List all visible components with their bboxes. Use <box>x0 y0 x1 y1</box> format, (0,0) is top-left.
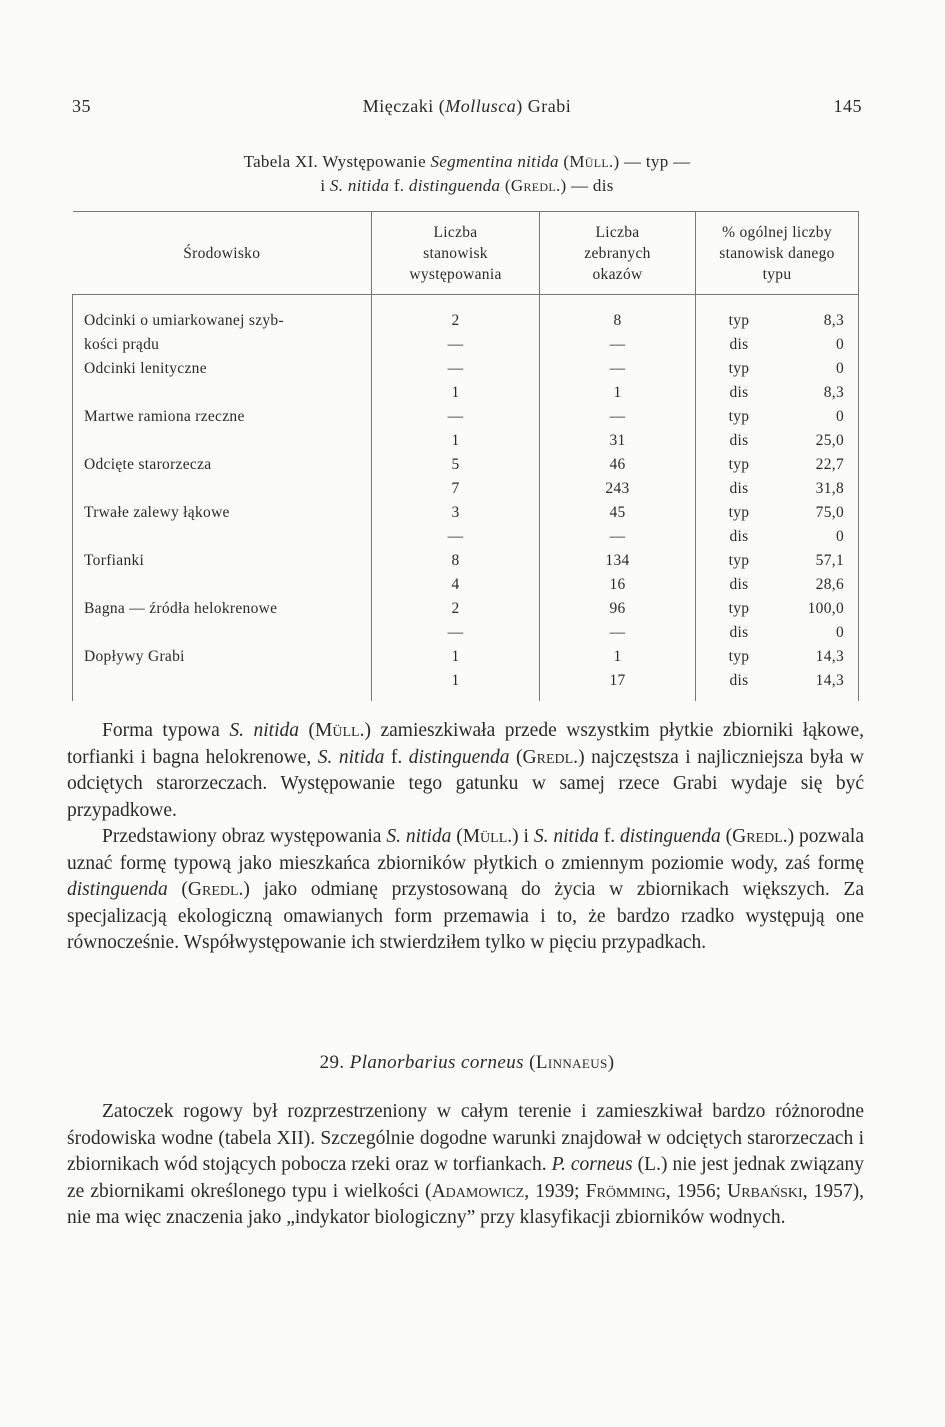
table-row <box>73 573 859 597</box>
cell-environment: kości prądu <box>73 333 372 357</box>
body-text-2 <box>67 1099 864 1232</box>
cell-sites: — <box>372 621 540 645</box>
table-row <box>73 429 859 453</box>
cell-environment: Odcinki o umiarkowanej szyb- <box>73 295 372 334</box>
cell-percent-value: 0 <box>835 360 844 377</box>
cell-percent-value: 0 <box>835 336 844 353</box>
cell-environment <box>73 669 372 701</box>
cell-sites: 2 <box>372 597 540 621</box>
cell-environment: Odcinki lenityczne <box>73 357 372 381</box>
running-title: Mięczaki (Mollusca) Grabi <box>362 96 572 116</box>
cell-type-label: dis <box>729 624 749 641</box>
cell-environment <box>73 381 372 405</box>
header-sites: Liczba stanowisk występowania <box>372 212 540 295</box>
cell-sites: 7 <box>372 477 540 501</box>
cell-percent-value: 100,0 <box>807 600 844 617</box>
cell-percentage <box>696 621 859 645</box>
cell-sites: — <box>372 525 540 549</box>
cell-specimens: 8 <box>540 295 696 334</box>
cell-specimens: 17 <box>540 669 696 701</box>
cell-specimens: 31 <box>540 429 696 453</box>
caption-line-2: i S. nitida f. distinguenda (Gredl.) — dis <box>320 176 614 195</box>
caption-line-1: Tabela XI. Występowanie Segmentina nitida (Müll.) — typ — <box>243 152 691 171</box>
cell-type-label: typ <box>728 552 750 569</box>
table-caption <box>72 150 862 198</box>
cell-environment <box>73 573 372 597</box>
cell-specimens: — <box>540 405 696 429</box>
cell-type-label: typ <box>728 504 750 521</box>
cell-specimens: 1 <box>540 381 696 405</box>
table-row <box>73 549 859 573</box>
cell-specimens: 134 <box>540 549 696 573</box>
cell-environment: Torfianki <box>73 549 372 573</box>
cell-percentage <box>696 597 859 621</box>
cell-specimens: 16 <box>540 573 696 597</box>
cell-type-label: dis <box>729 672 749 689</box>
table-row <box>73 405 859 429</box>
cell-specimens: — <box>540 621 696 645</box>
page-header <box>72 96 862 120</box>
cell-environment: Odcięte starorzecza <box>73 453 372 477</box>
cell-specimens: 96 <box>540 597 696 621</box>
cell-type-label: typ <box>728 312 750 329</box>
cell-specimens: 46 <box>540 453 696 477</box>
page-number: 145 <box>833 96 862 116</box>
table-row <box>73 597 859 621</box>
cell-sites: — <box>372 333 540 357</box>
cell-percentage <box>696 333 859 357</box>
paragraph-3: Zatoczek rogowy był rozprzestrzeniony w całym terenie i zamieszkiwał bardzo różnorodne środowiska wodne (tabela XII). Szczególnie dogodne warunki znajdował w odciętych starorzeczach i zbiornikach wód stojących pobocza rzeki oraz w torfiankach. P. corneus (L.) nie jest jednak związany ze zbiornikami określonego typu i wielkości (Adamowicz, 1939; Frömming, 1956; Urbański, 1957), nie ma więc znaczenia jako „indykator biologiczny” przy klasyfikacji zbiorników wodnych. <box>67 1101 865 1228</box>
cell-sites: 3 <box>372 501 540 525</box>
cell-percent-value: 0 <box>835 408 844 425</box>
header-percentage: % ogólnej liczby stanowisk danego typu <box>696 212 859 295</box>
cell-sites: — <box>372 405 540 429</box>
cell-percent-value: 75,0 <box>815 504 844 521</box>
cell-percentage <box>696 477 859 501</box>
cell-sites: 1 <box>372 645 540 669</box>
table-row <box>73 477 859 501</box>
cell-percent-value: 8,3 <box>823 312 844 329</box>
cell-specimens: 243 <box>540 477 696 501</box>
cell-percentage <box>696 645 859 669</box>
cell-percent-value: 8,3 <box>823 384 844 401</box>
cell-percentage <box>696 381 859 405</box>
cell-specimens: — <box>540 357 696 381</box>
cell-sites: 1 <box>372 429 540 453</box>
table-row <box>73 333 859 357</box>
cell-type-label: typ <box>728 600 750 617</box>
cell-percent-value: 0 <box>835 624 844 641</box>
cell-sites: — <box>372 357 540 381</box>
cell-type-label: dis <box>729 384 749 401</box>
cell-environment: Bagna — źródła helokrenowe <box>73 597 372 621</box>
cell-percent-value: 31,8 <box>815 480 844 497</box>
table-row <box>73 453 859 477</box>
cell-percent-value: 22,7 <box>815 456 844 473</box>
cell-percent-value: 25,0 <box>815 432 844 449</box>
cell-percentage <box>696 405 859 429</box>
paragraph-2: Przedstawiony obraz występowania S. nitida (Müll.) i S. nitida f. distinguenda (Gredl.) pozwala uznać formę typową jako mieszkańca zbiorników płytkich o zmiennym poziomie wody, zaś formę distinguenda (Gredl.) jako odmianę przystosowaną do życia w zbiornikach większych. Za specjalizacją ekologiczną omawianych form przemawia i to, że bardzo rzadko występują one równocześnie. Współwystępowanie ich stwierdziłem tylko w pięciu przypadkach. <box>67 826 864 953</box>
body-text-1 <box>67 718 864 957</box>
table-row <box>73 621 859 645</box>
cell-percentage <box>696 525 859 549</box>
cell-percent-value: 14,3 <box>815 648 844 665</box>
cell-type-label: typ <box>728 408 750 425</box>
cell-environment <box>73 621 372 645</box>
table-header-row <box>73 212 859 295</box>
cell-specimens: — <box>540 525 696 549</box>
cell-type-label: dis <box>729 528 749 545</box>
cell-type-label: typ <box>728 648 750 665</box>
cell-sites: 1 <box>372 669 540 701</box>
cell-type-label: typ <box>728 360 750 377</box>
table-row <box>73 669 859 701</box>
table-row <box>73 645 859 669</box>
cell-percentage <box>696 549 859 573</box>
cell-percentage <box>696 429 859 453</box>
page-section-number: 35 <box>72 96 91 116</box>
cell-environment: Trwałe zalewy łąkowe <box>73 501 372 525</box>
cell-percentage <box>696 295 859 334</box>
cell-type-label: dis <box>729 576 749 593</box>
cell-type-label: typ <box>728 456 750 473</box>
cell-sites: 1 <box>372 381 540 405</box>
cell-percentage <box>696 573 859 597</box>
cell-sites: 8 <box>372 549 540 573</box>
cell-environment: Martwe ramiona rzeczne <box>73 405 372 429</box>
cell-specimens: 45 <box>540 501 696 525</box>
table-row <box>73 357 859 381</box>
cell-sites: 4 <box>372 573 540 597</box>
table-row <box>73 525 859 549</box>
cell-specimens: — <box>540 333 696 357</box>
cell-percentage <box>696 453 859 477</box>
cell-environment <box>73 525 372 549</box>
occurrence-table <box>72 211 859 701</box>
table-row <box>73 295 859 334</box>
cell-percentage <box>696 357 859 381</box>
cell-sites: 5 <box>372 453 540 477</box>
section-title: 29. Planorbarius corneus (Linnaeus) <box>319 1052 615 1073</box>
cell-type-label: dis <box>729 480 749 497</box>
cell-sites: 2 <box>372 295 540 334</box>
cell-percentage <box>696 669 859 701</box>
cell-percent-value: 57,1 <box>815 552 844 569</box>
cell-percent-value: 14,3 <box>815 672 844 689</box>
header-environment: Środowisko <box>73 212 372 295</box>
table-row <box>73 381 859 405</box>
cell-percent-value: 28,6 <box>815 576 844 593</box>
cell-percentage <box>696 501 859 525</box>
cell-specimens: 1 <box>540 645 696 669</box>
cell-environment: Dopływy Grabi <box>73 645 372 669</box>
header-specimens: Liczba zebranych okazów <box>540 212 696 295</box>
table-row <box>73 501 859 525</box>
cell-percent-value: 0 <box>835 528 844 545</box>
cell-type-label: dis <box>729 336 749 353</box>
cell-environment <box>73 429 372 453</box>
cell-type-label: dis <box>729 432 749 449</box>
cell-environment <box>73 477 372 501</box>
paragraph-1: Forma typowa S. nitida (Müll.) zamieszkiwała przede wszystkim płytkie zbiorniki łąkowe, torfianki i bagna helokrenowe, S. nitida f. distinguenda (Gredl.) najczęstsza i najliczniejsza była w odciętych starorzeczach. Występowanie tego gatunku w samej rzece Grabi wydaje się być przypadkowe. <box>67 720 864 821</box>
